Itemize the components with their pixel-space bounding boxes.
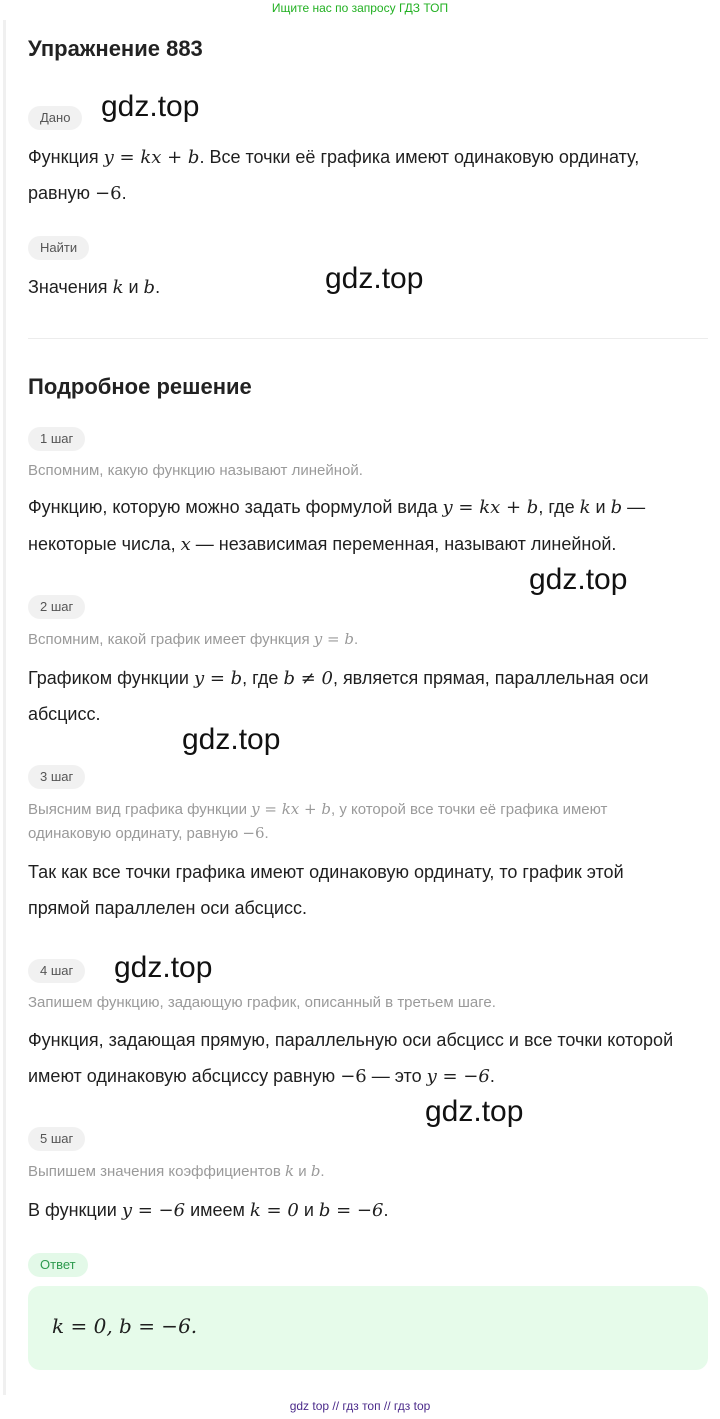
find-badge: Найти [28,236,89,260]
step-3-line2: прямой параллелен оси абсцисс. [28,898,307,918]
watermark-3: gdz.top [529,563,628,596]
step-2-line1: Графиком функции y = b, где b ≠ 0, является прямая, параллельная оси [28,668,649,689]
given-badge: Дано [28,106,82,130]
solution-title: Подробное решение [28,374,252,399]
step-4-line2: имеют одинаковую абсциссу равную −6 — это y = −6. [28,1066,495,1087]
step-2-badge: 2 шаг [28,595,85,619]
step-5-badge: 5 шаг [28,1127,85,1151]
step-1-hint: Вспомним, какую функцию называют линейной. [28,462,363,479]
given-text-line1: Функция y = kx + b. Все точки её графика имеют одинаковую ординату, [28,147,640,168]
step-1-line1: Функцию, которую можно задать формулой вида y = kx + b, где k и b — [28,497,646,518]
step-3-hint-line1: Выясним вид графика функции y = kx + b, у которой все точки её графика имеют [28,800,608,818]
step-4-hint: Запишем функцию, задающую график, описанный в третьем шаге. [28,994,496,1011]
answer-badge: Ответ [28,1253,88,1277]
watermark-2: gdz.top [325,262,424,295]
footer-links[interactable]: gdz top // гдз топ // гдз top [289,1399,431,1413]
step-1-line2: некоторые числа, x — независимая переменная, называют линейной. [28,534,617,555]
find-text: Значения k и b. [28,277,161,298]
step-5-hint: Выпишем значения коэффициентов k и b. [28,1162,325,1180]
step-3-hint-line2: одинаковую ординату, равную −6. [28,824,269,842]
page-title: Упражнение 883 [28,36,203,61]
watermark-4: gdz.top [182,723,281,756]
answer-text: k = 0, b = −6. [52,1314,198,1338]
answer-box [28,1286,708,1370]
step-4-badge: 4 шаг [28,959,85,983]
watermark-5: gdz.top [114,951,213,984]
step-3-line1: Так как все точки графика имеют одинаковую ординату, то график этой [28,862,624,882]
step-2-hint: Вспомним, какой график имеет функция y = b. [28,630,359,648]
search-banner: Ищите нас по запросу ГДЗ ТОП [271,1,449,15]
step-4-line1: Функция, задающая прямую, параллельную оси абсцисс и все точки которой [28,1030,674,1050]
step-5-line1: В функции y = −6 имеем k = 0 и b = −6. [28,1200,389,1221]
left-border [3,20,6,1395]
section-divider [28,338,708,339]
given-text-line2: равную −6. [28,183,127,204]
step-3-badge: 3 шаг [28,765,85,789]
step-2-line2: абсцисс. [28,704,101,724]
step-1-badge: 1 шаг [28,427,85,451]
watermark-1: gdz.top [101,90,200,123]
watermark-6: gdz.top [425,1095,524,1128]
